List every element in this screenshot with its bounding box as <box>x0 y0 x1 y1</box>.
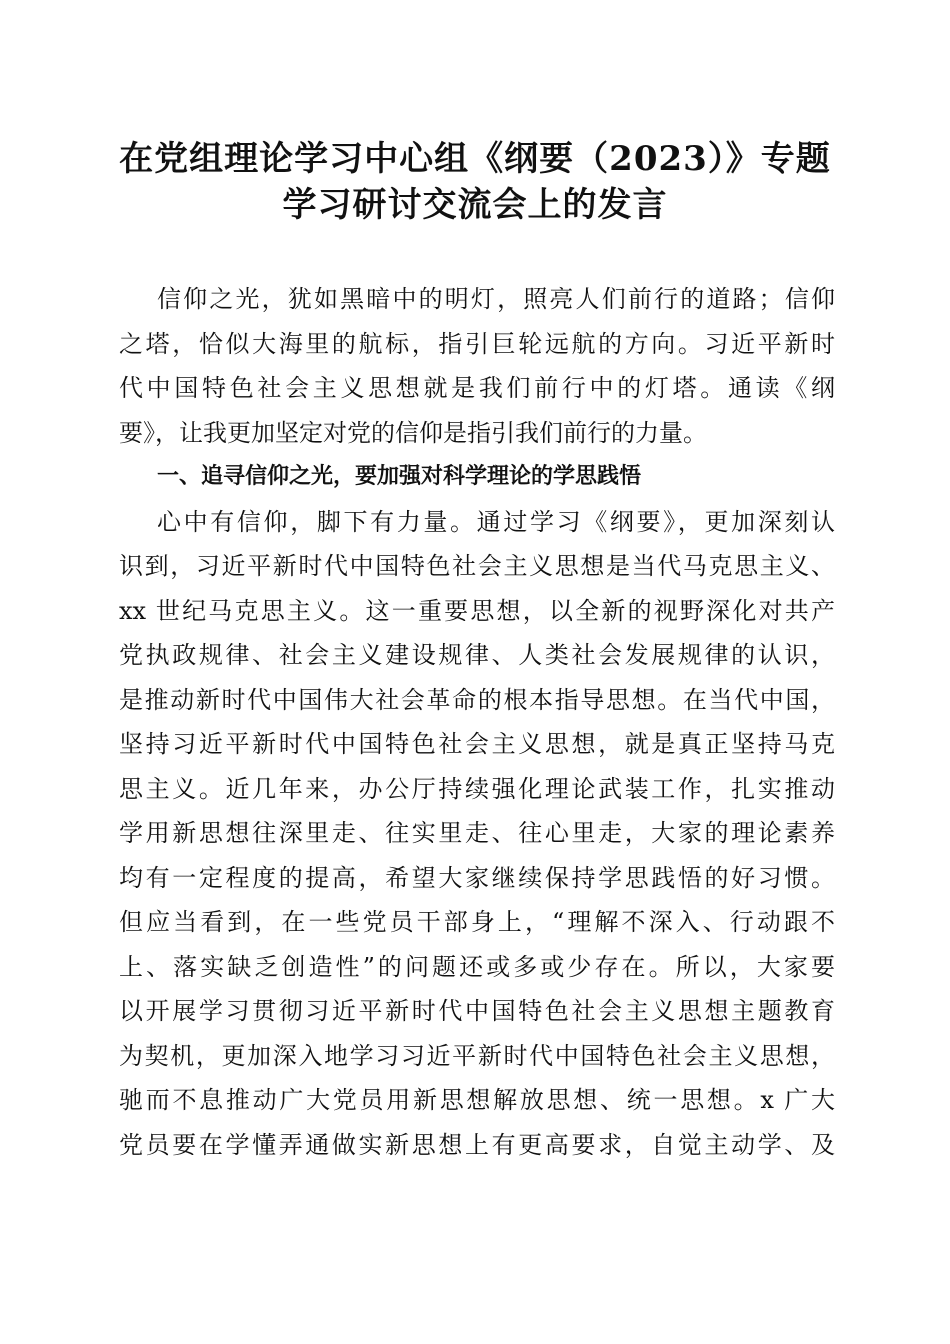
text-line: xx 世纪马克思主义。这一重要思想，以全新的视野深化对共产 <box>119 596 835 625</box>
text-line: 代中国特色社会主义思想就是我们前行中的灯塔。通读《纲 <box>119 374 835 402</box>
text-line: 坚持习近平新时代中国特色社会主义思想，就是真正坚持马克 <box>119 730 835 758</box>
text-line: 上、落实缺乏创造性”的问题还或多或少存在。所以，大家要 <box>119 952 835 981</box>
text-line: 但应当看到，在一些党员干部身上，“理解不深入、行动跟不 <box>119 908 835 936</box>
text-line: 为契机，更加深入地学习习近平新时代中国特色社会主义思想， <box>119 1041 835 1070</box>
title-line-1: 在党组理论学习中心组《纲要（2023）》专题 <box>119 139 831 179</box>
paragraph-intro <box>119 277 835 455</box>
text-line: 驰而不息推动广大党员用新思想解放思想、统一思想。x 广大 <box>119 1086 835 1114</box>
text-line: 是推动新时代中国伟大社会革命的根本指导思想。在当代中国， <box>119 685 835 714</box>
document-title <box>60 136 890 228</box>
title-line-2: 学习研讨交流会上的发言 <box>282 185 668 225</box>
text-line: 以开展学习贯彻习近平新时代中国特色社会主义思想主题教育 <box>119 997 835 1025</box>
text-line: 要》，让我更加坚定对党的信仰是指引我们前行的力量。 <box>119 418 707 447</box>
paragraph-section-1 <box>119 500 835 1168</box>
section-heading-1: 一、追寻信仰之光，要加强对科学理论的学思践悟 <box>157 464 642 489</box>
text-line: 学用新思想往深里走、往实里走、往心里走，大家的理论素养 <box>119 819 835 847</box>
text-line: 思主义。近几年来，办公厅持续强化理论武装工作，扎实推动 <box>119 774 835 803</box>
text-line: 党执政规律、社会主义建设规律、人类社会发展规律的认识， <box>119 641 835 669</box>
text-line: 心中有信仰，脚下有力量。通过学习《纲要》，更加深刻认 <box>157 507 835 536</box>
document-body <box>119 277 835 1167</box>
text-line: 党员要在学懂弄通做实新思想上有更高要求，自觉主动学、及 <box>119 1130 835 1159</box>
text-line: 识到，习近平新时代中国特色社会主义思想是当代马克思主义、 <box>119 552 835 580</box>
text-line: 之塔，恰似大海里的航标，指引巨轮远航的方向。习近平新时 <box>119 329 835 358</box>
text-line: 均有一定程度的提高，希望大家继续保持学思践悟的好习惯。 <box>119 863 835 892</box>
text-line: 信仰之光，犹如黑暗中的明灯，照亮人们前行的道路；信仰 <box>157 285 835 313</box>
